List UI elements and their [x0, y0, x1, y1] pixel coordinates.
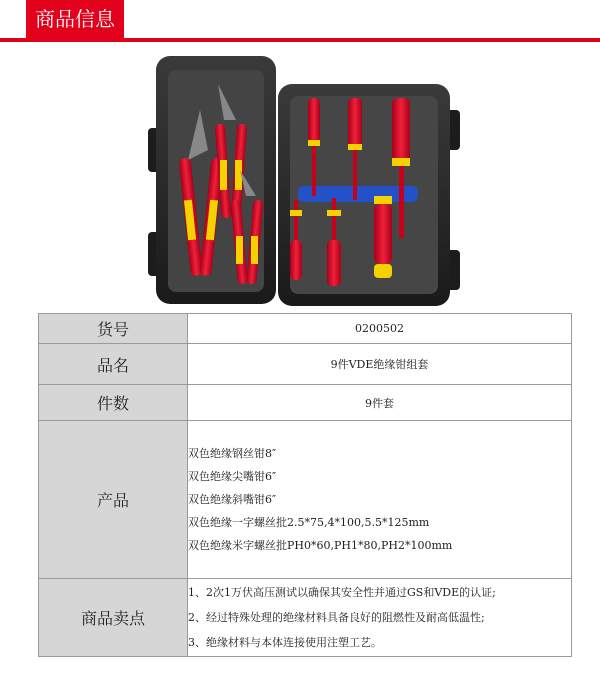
piece-count-value: 9件套 [188, 385, 572, 421]
list-item: 1、2次1万伏高压测试以确保其安全性并通过GS和VDE的认证; [188, 586, 496, 599]
list-item: 双色绝缘尖嘴钳6″ [188, 470, 277, 483]
table-row [39, 579, 572, 657]
product-name-value: 9件VDE绝缘钳组套 [188, 344, 572, 385]
products-label: 产品 [39, 421, 188, 579]
list-item: 3、绝缘材料与本体连接使用注塑工艺。 [188, 636, 382, 649]
list-item: 双色绝缘米字螺丝批PH0*60,PH1*80,PH2*100mm [188, 539, 453, 552]
section-title: 商品信息 [26, 0, 124, 38]
list-item: 双色绝缘一字螺丝批2.5*75,4*100,5.5*125mm [188, 516, 430, 529]
product-photo [148, 50, 468, 312]
list-item: 双色绝缘钢丝钳8″ [188, 447, 277, 460]
item-no-value: 0200502 [188, 314, 572, 344]
item-no-label: 货号 [39, 314, 188, 344]
section-header [0, 0, 600, 42]
header-underline [0, 38, 600, 42]
list-item: 双色绝缘斜嘴钳6″ [188, 493, 277, 506]
piece-count-label: 件数 [39, 385, 188, 421]
spec-table [38, 313, 572, 657]
features-label: 商品卖点 [39, 579, 188, 657]
product-name-label: 品名 [39, 344, 188, 385]
table-row [39, 385, 572, 421]
table-row [39, 421, 572, 579]
table-row [39, 344, 572, 385]
table-row [39, 314, 572, 344]
products-list [188, 421, 572, 579]
features-list [188, 579, 572, 657]
list-item: 2、经过特殊处理的绝缘材料具备良好的阻燃性及耐高低温性; [188, 611, 485, 624]
